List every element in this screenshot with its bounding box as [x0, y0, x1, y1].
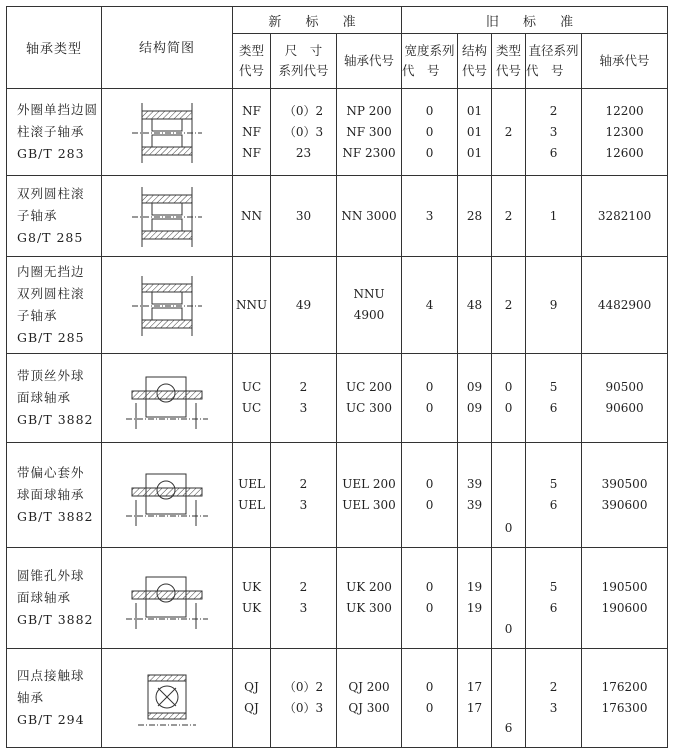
cell-value: NNU 4900: [353, 287, 385, 322]
header-bearing-type: 轴承类型: [7, 7, 102, 89]
cell-value: 0: [504, 380, 513, 394]
cell-old-struct: [458, 257, 492, 354]
cell-value: 48: [466, 297, 483, 312]
cell-new-code: [337, 649, 402, 748]
cell-value: NNU: [235, 297, 268, 312]
cell-old-struct: [458, 89, 492, 176]
cell-value: 39: [466, 477, 483, 491]
cell-value: NN: [241, 208, 262, 223]
bearing-type-cell: [7, 548, 102, 649]
bearing-type-line: 子轴承: [17, 308, 58, 323]
cell-value: 3: [299, 601, 308, 615]
cell-old-type: [492, 649, 526, 748]
cell-old-struct: [458, 354, 492, 443]
cell-value: UK 300: [346, 601, 392, 615]
cell-old-struct: [458, 548, 492, 649]
cell-old-code: [582, 649, 668, 748]
cell-value: UC: [241, 401, 262, 415]
cell-value: （0）2: [283, 680, 324, 694]
cell-value: 3: [549, 124, 558, 139]
cell-value: 0: [425, 401, 434, 415]
cell-value: 90600: [605, 401, 644, 415]
cell-old-type: [492, 176, 526, 257]
cell-value: QJ: [244, 701, 259, 715]
bearing-type-line: 球面球轴承: [17, 487, 85, 502]
table-row: [7, 548, 668, 649]
structure-diagram: [102, 89, 233, 176]
cell-new-size: [271, 649, 337, 748]
cell-value: 0: [425, 498, 434, 512]
cell-old-struct: [458, 176, 492, 257]
cell-new-code: [337, 354, 402, 443]
cell-value: 2: [299, 580, 308, 594]
header-old-type-code: 类型 代号: [492, 34, 526, 89]
bearing-type-line: 四点接触球: [17, 668, 85, 683]
cell-new-size: [271, 257, 337, 354]
cell-value: 12600: [605, 145, 644, 160]
bearing-type-line: 双列圆柱滚: [17, 286, 85, 301]
header-new-size-series: 尺 寸 系列代号: [271, 34, 337, 89]
cell-value: UK: [241, 601, 262, 615]
cell-value: 6: [549, 601, 558, 615]
bearing-type-cell: [7, 89, 102, 176]
cell-value: 0: [425, 103, 434, 118]
bearing-type-cell: [7, 354, 102, 443]
structure-diagram: [102, 649, 233, 748]
cell-value: 6: [549, 401, 558, 415]
cell-value: NP 200: [346, 103, 392, 118]
cell-old-type: [492, 89, 526, 176]
bearing-type-line: GB/T 294: [17, 712, 85, 727]
header-old-width-series: 宽度系列 代 号: [402, 34, 458, 89]
cell-value: UC 300: [346, 401, 393, 415]
cell-value: 0: [425, 124, 434, 139]
cell-new-type: [233, 649, 271, 748]
cell-value: 3: [299, 498, 308, 512]
cell-value: 01: [466, 145, 483, 160]
structure-diagram: [102, 257, 233, 354]
bearing-type-line: 带顶丝外球: [17, 368, 85, 383]
table-row: [7, 176, 668, 257]
cell-value: 5: [549, 380, 558, 394]
cell-value: 3: [299, 401, 308, 415]
cell-old-dia: [526, 548, 582, 649]
header-old-structure-code: 结构 代号: [458, 34, 492, 89]
cell-new-code: [337, 257, 402, 354]
cell-new-code: [337, 89, 402, 176]
bearing-type-line: 圆锥孔外球: [17, 568, 85, 583]
bearing-type-line: GB/T 3882: [17, 509, 94, 524]
cell-value: 39: [466, 498, 483, 512]
cell-old-code: [582, 257, 668, 354]
cell-new-type: [233, 176, 271, 257]
cell-value: 09: [466, 401, 483, 415]
cell-value: 0: [425, 601, 434, 615]
bearing-type-cell: [7, 443, 102, 548]
bearing-code-table: [6, 6, 668, 748]
cell-old-code: [582, 354, 668, 443]
cell-old-type: [492, 443, 526, 548]
cell-old-dia: [526, 257, 582, 354]
cell-value: UEL: [238, 498, 265, 512]
cell-old-dia: [526, 176, 582, 257]
cell-value: 2: [504, 208, 513, 223]
cell-old-width: [402, 443, 458, 548]
cell-value: （0）3: [283, 701, 324, 715]
cell-value: 09: [466, 380, 483, 394]
cell-value: 2: [549, 103, 558, 118]
cell-value: 176300: [601, 701, 648, 715]
cell-value: 190600: [601, 601, 648, 615]
bearing-type-line: GB/T 283: [17, 146, 85, 161]
cell-new-type: [233, 443, 271, 548]
cell-new-size: [271, 443, 337, 548]
bearing-type-line: 面球轴承: [17, 590, 72, 605]
cell-value: 0: [425, 701, 434, 715]
cell-new-code: [337, 548, 402, 649]
cell-value: UK 200: [346, 580, 392, 594]
cell-old-width: [402, 89, 458, 176]
cell-value: 5: [549, 477, 558, 491]
cell-value: 30: [295, 208, 312, 223]
cell-value: 2: [299, 477, 308, 491]
header-new-type-code: 类型 代号: [233, 34, 271, 89]
header-new-bearing-code: 轴承代号: [337, 34, 402, 89]
cell-value: 19: [466, 601, 483, 615]
cell-value: 0: [425, 680, 434, 694]
cell-old-width: [402, 649, 458, 748]
cell-value: NN 3000: [341, 208, 397, 223]
cell-old-dia: [526, 443, 582, 548]
cell-old-struct: [458, 649, 492, 748]
cell-value: 0: [504, 401, 513, 415]
cell-new-size: [271, 89, 337, 176]
table-row: [7, 257, 668, 354]
cell-old-struct: [458, 443, 492, 548]
cell-new-type: [233, 354, 271, 443]
cell-new-type: [233, 548, 271, 649]
cell-value: 6: [549, 145, 558, 160]
cell-old-dia: [526, 354, 582, 443]
cell-old-dia: [526, 89, 582, 176]
cell-value: QJ 300: [348, 701, 390, 715]
cell-value: 3282100: [597, 208, 652, 223]
cell-value: 2: [549, 680, 558, 694]
cell-value: UC 200: [346, 380, 393, 394]
cell-value: 390500: [601, 477, 648, 491]
cell-value: QJ 200: [348, 680, 390, 694]
cell-value: NF: [242, 103, 261, 118]
cell-old-code: [582, 176, 668, 257]
cell-old-width: [402, 257, 458, 354]
cell-value: 01: [466, 103, 483, 118]
bearing-type-line: GB/T 3882: [17, 412, 94, 427]
cell-value: 90500: [605, 380, 644, 394]
cell-value: 12200: [605, 103, 644, 118]
cell-new-type: [233, 257, 271, 354]
cell-value: NF: [242, 145, 261, 160]
cell-value: 3: [425, 208, 434, 223]
cell-value: 2: [299, 380, 308, 394]
cell-new-code: [337, 443, 402, 548]
cell-value: 01: [466, 124, 483, 139]
cell-value: 190500: [601, 580, 648, 594]
cell-value: 17: [466, 701, 483, 715]
cell-old-type: [492, 257, 526, 354]
cell-value: 17: [466, 680, 483, 694]
bearing-type-line: 外圈单挡边圆: [17, 102, 99, 117]
bearing-type-line: G8/T 285: [17, 230, 84, 245]
cell-value: 4482900: [597, 297, 652, 312]
cell-old-type: [492, 354, 526, 443]
header-old-standard: 旧 标 准: [402, 7, 668, 34]
cell-value: 0: [425, 145, 434, 160]
cell-new-size: [271, 354, 337, 443]
cell-value: 390600: [601, 498, 648, 512]
table-row: [7, 89, 668, 176]
cell-value: 5: [549, 580, 558, 594]
header-new-standard: 新 标 准: [233, 7, 402, 34]
cell-value: 49: [295, 297, 312, 312]
header-old-bearing-code: 轴承代号: [582, 34, 668, 89]
cell-value: UEL 300: [342, 498, 396, 512]
cell-new-code: [337, 176, 402, 257]
cell-value: NF 300: [346, 124, 392, 139]
cell-value: NF 2300: [342, 145, 396, 160]
header-diagram: 结构简图: [102, 7, 233, 89]
cell-value: 4: [425, 297, 434, 312]
cell-value: 6: [549, 498, 558, 512]
cell-value: 28: [466, 208, 483, 223]
bearing-type-line: GB/T 285: [17, 330, 85, 345]
table-row: [7, 443, 668, 548]
cell-value: UK: [241, 580, 262, 594]
bearing-type-cell: [7, 257, 102, 354]
bearing-type-line: 双列圆柱滚: [17, 186, 85, 201]
bearing-type-line: GB/T 3882: [17, 612, 94, 627]
bearing-type-cell: [7, 176, 102, 257]
cell-old-width: [402, 354, 458, 443]
header-old-diameter-series: 直径系列 代 号: [526, 34, 582, 89]
cell-old-code: [582, 548, 668, 649]
cell-old-width: [402, 548, 458, 649]
cell-old-type: [492, 548, 526, 649]
bearing-type-line: 子轴承: [17, 208, 58, 223]
cell-value: 19: [466, 580, 483, 594]
bearing-type-line: 带偏心套外: [17, 465, 85, 480]
cell-value: （0）3: [283, 124, 324, 139]
cell-value: 2: [504, 124, 513, 139]
structure-diagram: [102, 548, 233, 649]
cell-value: NF: [242, 124, 261, 139]
cell-value: 3: [549, 701, 558, 715]
cell-value: 0: [504, 622, 513, 636]
cell-value: 23: [295, 145, 312, 160]
cell-value: 176200: [601, 680, 648, 694]
cell-value: UEL 200: [342, 477, 396, 491]
structure-diagram: [102, 354, 233, 443]
cell-value: UEL: [238, 477, 265, 491]
cell-new-size: [271, 548, 337, 649]
bearing-type-line: 内圈无挡边: [17, 264, 85, 279]
cell-value: （0）2: [283, 103, 324, 118]
cell-value: 0: [425, 580, 434, 594]
cell-value: UC: [241, 380, 262, 394]
bearing-type-line: 面球轴承: [17, 390, 72, 405]
structure-diagram: [102, 443, 233, 548]
table-row: [7, 649, 668, 748]
cell-old-dia: [526, 649, 582, 748]
cell-value: 1: [549, 208, 558, 223]
cell-old-code: [582, 89, 668, 176]
cell-old-width: [402, 176, 458, 257]
bearing-type-line: 柱滚子轴承: [17, 124, 85, 139]
bearing-type-line: 轴承: [17, 690, 45, 705]
cell-value: 0: [425, 477, 434, 491]
cell-value: 0: [504, 521, 513, 535]
cell-value: 12300: [605, 124, 644, 139]
bearing-type-cell: [7, 649, 102, 748]
cell-value: 6: [504, 721, 513, 735]
cell-value: 0: [425, 380, 434, 394]
structure-diagram: [102, 176, 233, 257]
cell-value: 9: [549, 297, 558, 312]
cell-old-code: [582, 443, 668, 548]
table-row: [7, 354, 668, 443]
cell-value: QJ: [244, 680, 259, 694]
cell-value: 2: [504, 297, 513, 312]
cell-new-size: [271, 176, 337, 257]
cell-new-type: [233, 89, 271, 176]
